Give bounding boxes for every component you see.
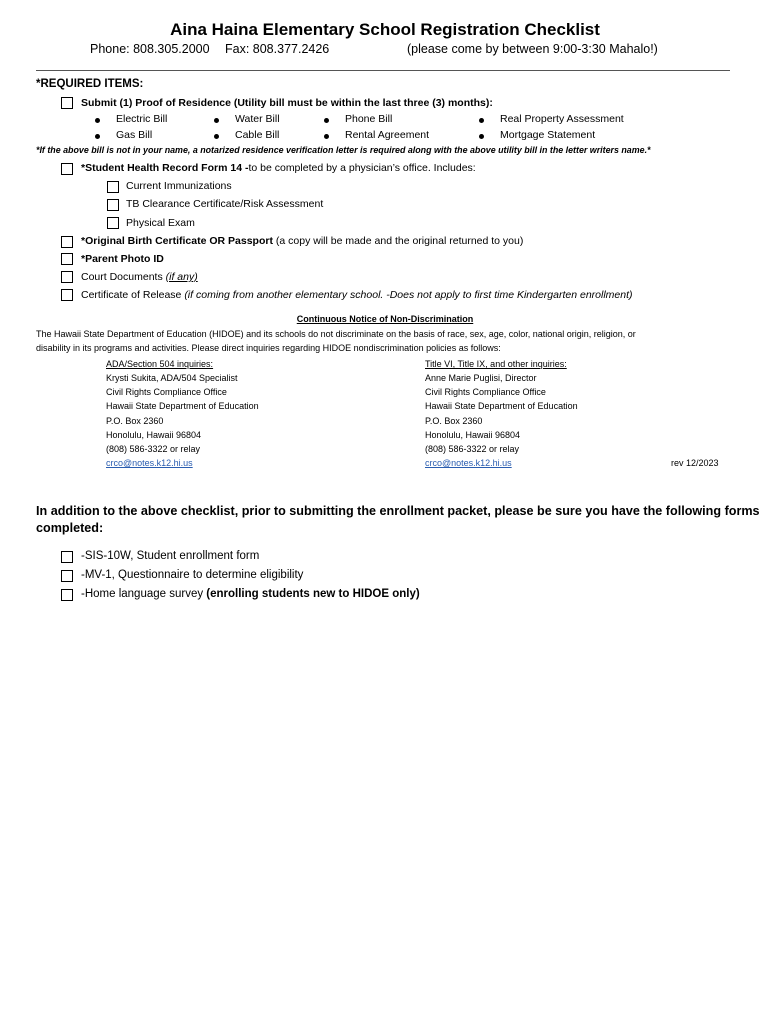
certificate-of-release-title: Certificate of Release [81,289,185,301]
ada-contact-line: Hawaii State Department of Education [106,401,259,411]
bill-rental: Rental Agreement [345,129,430,141]
court-documents-label [81,271,198,283]
additional-forms-intro-1: In addition to the above checklist, prior to submitting the enrollment packet, please be sure you have the following forms [36,504,760,518]
birth-certificate-checkbox[interactable] [61,236,73,248]
title-contact-line: Hawaii State Department of Education [425,401,578,411]
fax-number: Fax: 808.377.2426 [225,42,330,56]
tb-clearance-label: TB Clearance Certificate/Risk Assessment [126,198,324,210]
ada-contact-line: Krysti Sukita, ADA/504 Specialist [106,373,238,383]
title-email-link[interactable]: crco@notes.k12.hi.us [425,458,512,468]
immunizations-label: Current Immunizations [126,180,232,192]
health-record-checkbox[interactable] [61,163,73,175]
header-divider [36,70,730,71]
certificate-of-release-checkbox[interactable] [61,289,73,301]
phone-number: Phone: 808.305.2000 [90,42,210,56]
home-language-survey-title: -Home language survey [81,588,207,600]
title-inquiries-heading: Title VI, Title IX, and other inquiries: [425,359,567,369]
bullet-icon [95,134,100,139]
title-contact-line: Honolulu, Hawaii 96804 [425,430,521,440]
bullet-icon [324,134,329,139]
required-items-heading: *REQUIRED ITEMS: [36,78,144,90]
bill-phone: Phone Bill [345,113,393,125]
bill-gas: Gas Bill [116,129,153,141]
revision-date: rev 12/2023 [671,458,719,468]
court-documents-title: Court Documents [81,271,166,283]
residence-note: *If the above bill is not in your name, a notarized residence verification letter is required along with the above utility bill in the letter writers name.* [36,145,651,155]
certificate-of-release-note: (if coming from another elementary school. -Does not apply to first time Kindergarten enrollment) [184,289,633,301]
non-discrimination-line-1: The Hawaii State Department of Education (HIDOE) and its schools do not discriminate on the basis of race, sex, age, color, national origin, religion, or [36,329,636,339]
immunizations-checkbox[interactable] [107,181,119,193]
bill-real-property: Real Property Assessment [500,113,624,125]
ada-contact-line: P.O. Box 2360 [106,416,164,426]
title-contact-line: Civil Rights Compliance Office [425,387,546,397]
parent-photo-id-checkbox[interactable] [61,253,73,265]
health-record-title: *Student Health Record Form 14 - [81,162,249,174]
court-documents-note: (if any) [165,271,198,283]
home-language-survey-label [81,588,420,600]
office-hours: (please come by between 9:00-3:30 Mahalo!) [407,42,658,56]
sis-10w-checkbox[interactable] [61,551,73,563]
bullet-icon [95,118,100,123]
court-documents-checkbox[interactable] [61,271,73,283]
title-contact-line: P.O. Box 2360 [425,416,483,426]
bill-electric: Electric Bill [116,113,168,125]
title-contact-line: Anne Marie Puglisi, Director [425,373,537,383]
physical-exam-label: Physical Exam [126,217,195,229]
bullet-icon [324,118,329,123]
proof-of-residence-checkbox[interactable] [61,97,73,109]
health-record-desc: to be completed by a physician’s office. Includes: [248,162,476,174]
bullet-icon [214,118,219,123]
bullet-icon [214,134,219,139]
parent-photo-id-label: *Parent Photo ID [81,253,164,265]
physical-exam-checkbox[interactable] [107,217,119,229]
bill-cable: Cable Bill [235,129,280,141]
non-discrimination-heading: Continuous Notice of Non-Discrimination [296,314,474,324]
health-record-label [81,162,476,174]
ada-inquiries-heading: ADA/Section 504 inquiries: [106,359,214,369]
sis-10w-label: -SIS-10W, Student enrollment form [81,550,260,562]
additional-forms-intro-2: completed: [36,521,104,535]
ada-contact-line: (808) 586-3322 or relay [106,444,201,454]
home-language-survey-note: (enrolling students new to HIDOE only) [206,588,420,600]
non-discrimination-line-2: disability in its programs and activities. Please direct inquiries regarding HIDOE nondiscrimination policies as follows: [36,343,501,353]
birth-certificate-title: *Original Birth Certificate OR Passport [81,235,273,247]
ada-email-link[interactable]: crco@notes.k12.hi.us [106,458,193,468]
bill-water: Water Bill [235,113,280,125]
birth-certificate-label [81,235,523,247]
ada-contact-line: Honolulu, Hawaii 96804 [106,430,202,440]
birth-certificate-desc: (a copy will be made and the original returned to you) [272,235,524,247]
bullet-icon [479,118,484,123]
page-title: Aina Haina Elementary School Registration Checklist [170,20,600,39]
bill-mortgage: Mortgage Statement [500,129,596,141]
mv-1-checkbox[interactable] [61,570,73,582]
bullet-icon [479,134,484,139]
mv-1-label: -MV-1, Questionnaire to determine eligibility [81,569,304,581]
ada-contact-line: Civil Rights Compliance Office [106,387,227,397]
certificate-of-release-label [81,289,633,301]
proof-of-residence-label: Submit (1) Proof of Residence (Utility bill must be within the last three (3) months): [81,97,493,109]
home-language-survey-checkbox[interactable] [61,589,73,601]
tb-clearance-checkbox[interactable] [107,199,119,211]
title-contact-line: (808) 586-3322 or relay [425,444,520,454]
